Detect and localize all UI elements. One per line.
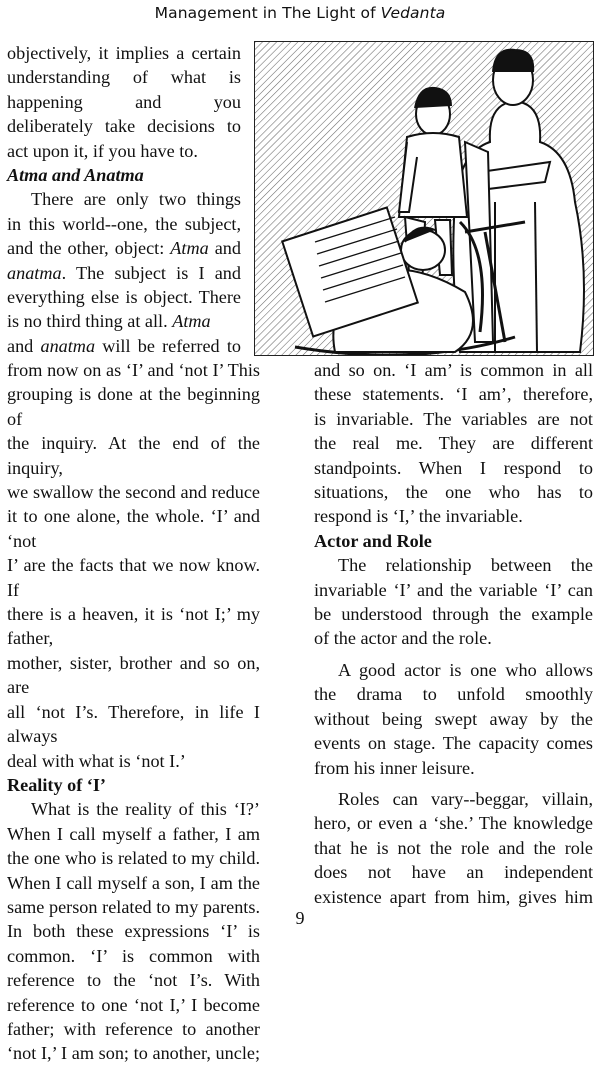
text-line: ‘not I,’ I am son; to another, uncle; — [7, 1043, 260, 1064]
text-line: When I call myself a son, I am the — [7, 872, 260, 893]
text-span: will be referred to — [95, 335, 241, 356]
text-line: from now on as ‘I’ and ‘not I’ This — [7, 360, 260, 380]
text-line: does not have an independent — [314, 862, 593, 883]
text-span: and — [7, 335, 41, 356]
section-heading-reality-of-i: Reality of ‘I’ — [7, 774, 106, 795]
italic-term: Atma — [170, 238, 209, 259]
text-line: and so on. ‘I am’ is common in all — [314, 360, 593, 380]
text-line: deliberately take decisions to — [7, 116, 241, 137]
text-line: existence apart from him, gives him — [314, 886, 593, 907]
text-line: father; with reference to another — [7, 1018, 260, 1039]
text-line: invariable ‘I’ and the variable ‘I’ can — [314, 579, 593, 600]
text-line: grouping is done at the beginning of — [7, 384, 260, 429]
text-line: it to one alone, the whole. ‘I’ and ‘not — [7, 506, 260, 551]
text-span: and the other, object: — [7, 238, 171, 259]
section-heading-atma-anatma: Atma and Anatma — [7, 165, 144, 186]
text-line: be understood through the example — [314, 604, 593, 625]
text-line: in this world--one, the subject, — [7, 213, 241, 234]
section-heading-actor-and-role: Actor and Role — [314, 530, 432, 551]
text-line: situations, the one who has to — [314, 482, 593, 503]
text-line: same person related to my parents. — [7, 896, 260, 917]
text-line: There are only two things — [31, 189, 241, 210]
running-header — [0, 4, 600, 22]
text-line: understanding of what is — [7, 67, 241, 88]
text-line — [7, 334, 241, 358]
running-header-title: Management in The Light of — [154, 4, 381, 22]
text-line: the drama to unfold smoothly — [314, 684, 593, 705]
text-line: is invariable. The variables are not — [314, 408, 593, 429]
text-line: deal with what is ‘not I.’ — [7, 750, 186, 771]
text-line: hero, or even a ‘she.’ The knowledge — [314, 813, 593, 834]
right-column — [314, 358, 593, 909]
text-line: mother, sister, brother and so on, are — [7, 652, 260, 698]
text-line: the inquiry. At the end of the inquiry, — [7, 433, 260, 478]
newspaper-family-illustration — [255, 42, 594, 356]
text-line: that he is not the role and the role — [314, 837, 593, 858]
text-line: What is the reality of this ‘I?’ — [31, 799, 260, 820]
text-line: common. ‘I’ is common with — [7, 945, 260, 966]
page-number: 9 — [295, 908, 305, 928]
text-line — [7, 236, 241, 260]
text-line: reference to the ‘not I’s. With — [7, 970, 260, 991]
left-column-top — [7, 41, 241, 358]
text-line: reference to one ‘not I,’ I become — [7, 994, 260, 1015]
italic-term: Atma — [172, 311, 211, 332]
text-line: the real me. They are different — [314, 433, 593, 454]
text-line: we swallow the second and reduce — [7, 482, 260, 503]
text-line: of the actor and the role. — [314, 628, 492, 649]
text-line: Roles can vary--beggar, villain, — [338, 788, 593, 809]
text-span: and — [208, 238, 241, 259]
text-line: objectively, it implies a certain — [7, 43, 241, 63]
italic-term: anatma — [40, 335, 96, 356]
text-line: standpoints. When I respond to — [314, 457, 593, 478]
text-line: without being swept away by the — [314, 708, 593, 729]
text-line: I’ are the facts that we now know. If — [7, 555, 260, 600]
text-line: events on stage. The capacity comes — [314, 733, 593, 754]
text-line: act upon it, if you have to. — [7, 140, 198, 161]
left-column-bottom — [7, 358, 260, 1066]
text-line — [7, 261, 241, 285]
text-line: happening and you — [7, 91, 241, 112]
text-line: there is a heaven, it is ‘not I;’ my father, — [7, 604, 260, 649]
text-line: the one who is related to my child. — [7, 848, 260, 869]
illustration — [254, 41, 594, 356]
text-line: from his inner leisure. — [314, 757, 475, 778]
text-line: In both these expressions ‘I’ is — [7, 921, 260, 942]
text-span: is no third thing at all. — [7, 311, 173, 332]
text-line: When I call myself a father, I am — [7, 823, 260, 844]
text-line — [7, 309, 241, 333]
italic-term: anatma — [7, 262, 62, 283]
text-line: all ‘not I’s. Therefore, in life I always — [7, 701, 260, 747]
text-line: everything else is object. There — [7, 287, 241, 308]
running-header-title-italic: Vedanta — [380, 4, 446, 22]
text-line: A good actor is one who allows — [338, 659, 593, 680]
text-line: The relationship between the — [338, 555, 593, 576]
text-span: . The subject is I and — [61, 262, 241, 283]
text-line: these statements. ‘I am’, therefore, — [314, 384, 593, 405]
text-line: respond is ‘I,’ the invariable. — [314, 506, 523, 527]
